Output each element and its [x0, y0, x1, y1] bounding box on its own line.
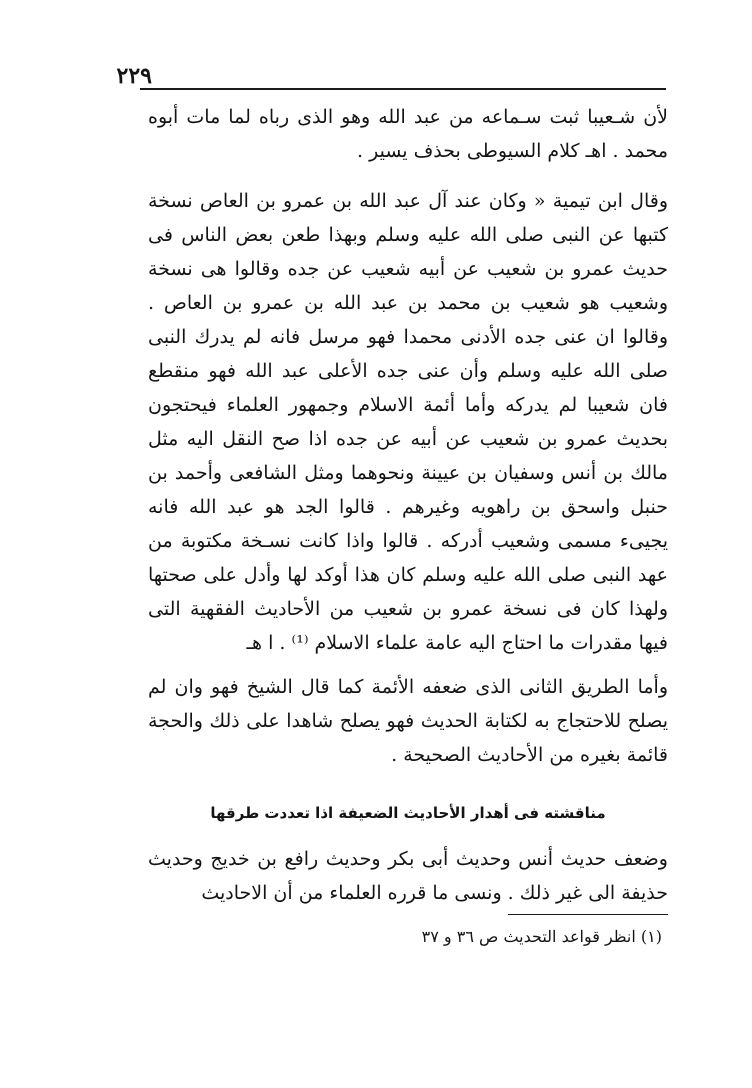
paragraph-weak-hadith: وضعف حديث أنس وحديث أبى بكر وحديث رافع بن خديج وحديث حذيفة الى غير ذلك . ونسى ما قرره العلماء من أن الاحاديث: [148, 848, 668, 904]
footnote: (١) انظر قواعد التحديث ص ٣٦ و ٣٧: [421, 927, 662, 946]
page-number: ٢٢٩: [116, 63, 152, 89]
header-rule: [140, 88, 666, 90]
paragraph-ibn-taymiyya-quote: وقال ابن تيمية « وكان عند آل عبد الله بن عمرو بن العاص نسخة كتبها عن النبى صلى الله عليه وسلم وبهذا طعن بعض الناس فى حديث عمرو بن شعيب عن أبيه شعيب عن جده وقالوا هى نسخة وشعيب هو شعيب بن محمد بن عبد الله بن عمرو بن العاص . وقالوا ان عنى جده الأدنى محمدا فهو مرسل فانه لم يدرك النبى صلى الله عليه وسلم وأن عنى جده الأعلى عبد الله فهو منقطع فان شعيبا لم يدركه وأما أئمة الاسلام وجمهور العلماء فيحتجون بحديث عمرو بن شعيب عن أبيه عن جده اذا صح النقل اليه مثل مالك بن أنس وسفيان بن عيينة ونحوهما ومثل الشافعى وأحمد بن حنبل واسحق بن راهويه وغيرهم . قالوا الجد هو عبد الله فانه يجيىء مسمى وشعيب أدركه . قالوا واذا كانت نسـخة مكتوبة من عهد النبى صلى الله عليه وسلم كان هذا أوكد لها وأدل على صحتها ولهذا كان فى نسخة عمرو بن شعيب من الأحاديث الفقهية التى فيها مقدرات ما احتاج اليه عامة علماء الاسلام ⁽¹⁾ . ا هـ: [148, 190, 668, 654]
paragraph-suyuti-quote-end: لأن شـعيبا ثبت سـماعه من عبد الله وهو الذى رباه لما مات أبوه محمد . اهـ كلام السيوطى بحذف يسير .: [148, 106, 668, 162]
footnote-rule: [508, 914, 668, 915]
section-heading: مناقشته فى أهدار الأحاديث الضعيفة اذا تعددت طرقها: [210, 804, 606, 822]
paragraph-second-path: وأما الطريق الثانى الذى ضعفه الأئمة كما قال الشيخ فهو وان لم يصلح للاحتجاج به لكتابة الحديث فهو يصلح شاهدا على ذلك والحجة قائمة بغيره من الأحاديث الصحيحة .: [148, 676, 668, 766]
